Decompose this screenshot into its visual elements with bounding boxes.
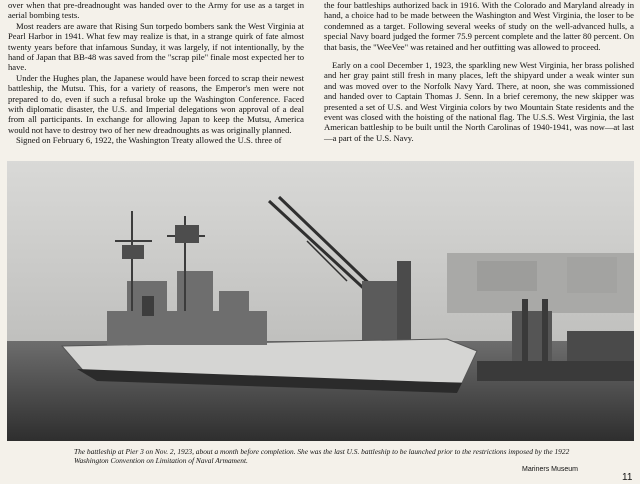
paragraph: Most readers are aware that Rising Sun torpedo bombers sank the West Virginia at Pearl Harbor in 1941. What few may realize is that, in a strange quirk of fate almost twenty years before that infamous Sunday, it was largely, if not intentionally, by the hand of Japan that BB-48 was saved from the "scrap pile" finale most expected her to have. — [8, 20, 304, 73]
text-column-right — [324, 0, 634, 143]
text-column-left — [8, 0, 304, 146]
paragraph: Early on a cool December 1, 1923, the sparkling new West Virginia, her brass polished and her gray paint still fresh in many places, left the shipyard under a weak winter sun and was moved over to the Norfolk Navy Yard. There, at noon, she was commissioned and handed over to Captain Thomas J. Senn. In a brief ceremony, the new skipper was presented a set of U.S. and West Virginia colors by two Mountain State residents and the event was closed with the hoisting of the national flag. The U.S.S. West Virginia, the last American battleship to be built until the North Carolinas of 1940-1941, was now—at last—a part of the U.S. Navy. — [324, 60, 634, 143]
paragraph: Signed on February 6, 1922, the Washington Treaty allowed the U.S. three of — [16, 135, 282, 146]
photo-credit: Mariners Museum — [522, 466, 579, 473]
paragraph: Under the Hughes plan, the Japanese would have been forced to scrap their newest battleship, the Mutsu. This, for a variety of reasons, the Emperor's men were not prepared to do, even if such a refusal broke up the Washington Conference. Faced with diplomatic disaster, the U.S. and Imperial delegations won approval of a deal from all participants. In exchange for allowing Japan to keep the Mutsu, America would not have to destroy two of her new dreadnoughts as was originally planned. — [8, 72, 304, 135]
paragraph: the four battleships authorized back in 1916. With the Colorado and Maryland already in hand, a choice had to be made between the Washington and West Virginia, the loser to be condemned as a target. Following several weeks of study on the well-advanced hulls, a special Navy board judged the former 75.9 percent complete and the latter 80 percent. On that basis, the "WeeVee" was retained and her outfitting was allowed to proceed. — [324, 0, 634, 52]
battleship-photo — [7, 161, 634, 441]
paragraph: over when that pre-dreadnought was handed over to the Army for use as a target in aerial bombing tests. — [8, 0, 304, 21]
page-number: 11 — [622, 472, 633, 483]
photo-caption: The battleship at Pier 3 on Nov. 2, 1923, about a month before completion. She was the last U.S. battleship to be launched prior to the restrictions imposed by the 1922 Washington Convention on Limitation of Naval Armament. — [74, 447, 570, 466]
